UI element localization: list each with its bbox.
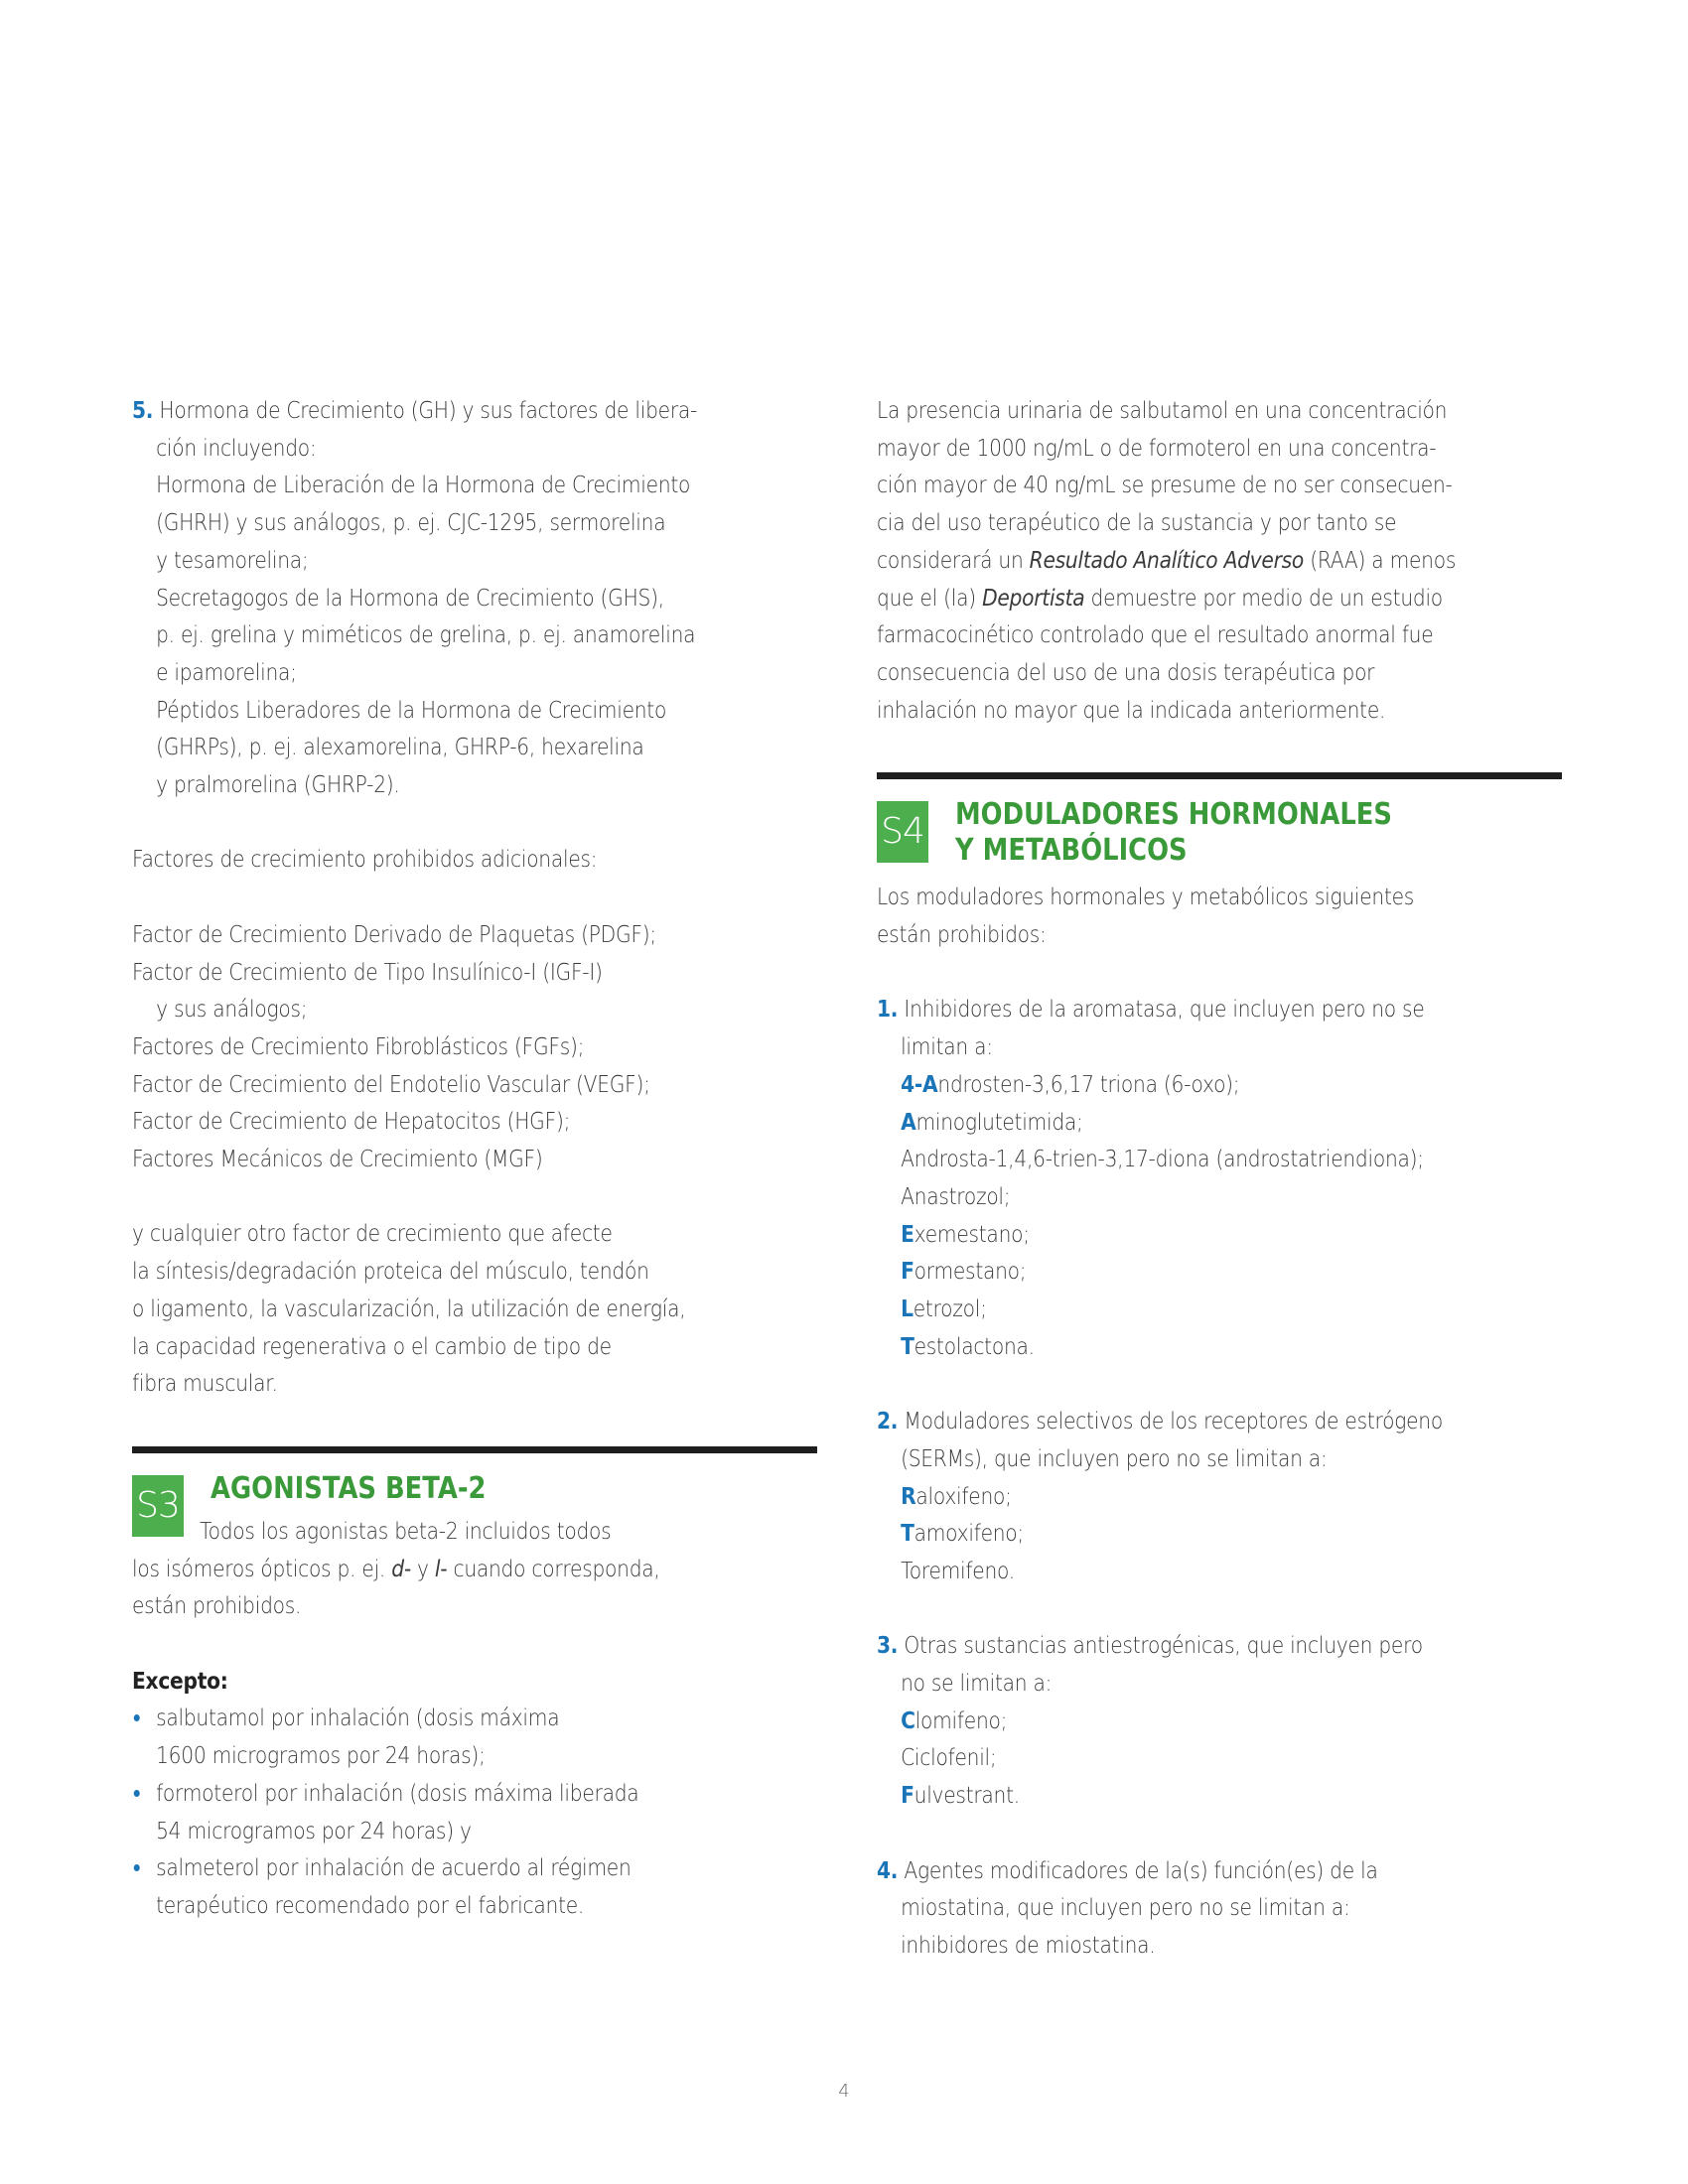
substance (877, 1739, 1466, 1777)
section-badge: S3 (132, 1475, 184, 1537)
text-line: y pralmorelina (GHRP-2). (156, 770, 400, 799)
s4-item-3 (877, 1627, 1562, 1815)
factor-item: Factores de Crecimiento Fibroblásticos (FGFs); (132, 1031, 585, 1060)
text-line: (GHRPs), p. ej. alexamorelina, GHRP-6, hexarelina (156, 733, 644, 761)
item-number: 3. (877, 1631, 899, 1660)
substance (877, 1515, 1466, 1553)
exception-item: salbutamol por inhalación (dosis máxima (132, 1700, 721, 1737)
text-span: Agentes modificadores de la(s) función(es) de la (904, 1855, 1378, 1884)
text-line: ción mayor de 40 ng/mL se presume de no ser consecuen- (877, 471, 1453, 499)
text-span: Ciclofenil; (901, 1743, 997, 1772)
s4-item-2 (877, 1403, 1562, 1590)
text-span: A (901, 1107, 916, 1136)
text-span: l- (434, 1554, 448, 1582)
exceptions-list (132, 1700, 817, 1924)
text-span: etrozol; (913, 1295, 987, 1323)
except-label: Excepto: (132, 1666, 228, 1695)
text-span: minoglutetimida; (915, 1107, 1083, 1136)
text-line: La presencia urinaria de salbutamol en una concentración (877, 396, 1448, 424)
text-line: fibra muscular. (132, 1369, 278, 1398)
text-span: Resultado Analítico Adverso (1029, 545, 1305, 574)
s4-item-4 (877, 1852, 1562, 1965)
text-line: e ipamorelina; (156, 657, 297, 686)
text-span: Moduladores selectivos de los receptores de estrógeno (904, 1407, 1443, 1435)
closing-paragraph (132, 1215, 817, 1403)
text-span: aloxifeno; (915, 1481, 1012, 1510)
text-line: están prohibidos: (877, 920, 1047, 949)
text-span: F (901, 1781, 914, 1810)
substance (877, 1553, 1466, 1590)
text-span: amoxifeno; (914, 1519, 1024, 1548)
text-span: Inhibidores de la aromatasa, que incluyen pero no se (904, 995, 1425, 1024)
text-span: 4-A (901, 1069, 938, 1098)
text-line: limitan a: (901, 1032, 993, 1061)
factor-item: Factor de Crecimiento Derivado de Plaquetas (PDGF); (132, 919, 656, 948)
s4-item-1 (877, 991, 1562, 1365)
factor-item: Factores Mecánicos de Crecimiento (MGF) (132, 1145, 543, 1173)
salbutamol-paragraph (877, 392, 1562, 729)
text-line (132, 1551, 721, 1588)
text-span: considerará un (877, 545, 1030, 574)
text-line: inhalación no mayor que la indicada anteriormente. (877, 695, 1386, 724)
substance (877, 1253, 1466, 1291)
section-divider (132, 1446, 817, 1453)
factors-intro: Factores de crecimiento prohibidos adicionales: (132, 845, 598, 874)
item-number: 4. (877, 1855, 899, 1884)
item-number: 1. (877, 995, 899, 1024)
text-line: Péptidos Liberadores de la Hormona de Crecimiento (156, 695, 667, 724)
text-line: están prohibidos. (132, 1591, 302, 1620)
substance (877, 1066, 1466, 1104)
text-span: ulvestrant. (914, 1781, 1020, 1810)
text-line: miostatina, que incluyen pero no se limitan a: (901, 1893, 1350, 1922)
text-span: que el (la) (877, 583, 983, 612)
text-span: Otras sustancias antiestrogénicas, que incluyen pero (904, 1631, 1423, 1660)
exception-item: formoterol por inhalación (dosis máxima liberada (132, 1775, 721, 1813)
text-line: la síntesis/degradación proteica del músculo, tendón (132, 1257, 649, 1286)
substance (877, 1328, 1466, 1366)
text-span: d- (391, 1554, 411, 1582)
text-line: Todos los agonistas beta-2 incluidos todos (199, 1516, 612, 1545)
item-5 (132, 392, 817, 804)
section-title: MODULADORES HORMONALES Y METABÓLICOS (955, 797, 1392, 869)
text-line: 54 microgramos por 24 horas) y (156, 1816, 472, 1844)
text-line (877, 542, 1466, 580)
text-span: T (901, 1331, 914, 1360)
substance (877, 1478, 1466, 1516)
text-span: C (901, 1706, 915, 1734)
text-line: Hormona de Crecimiento (GH) y sus factores de libera- (159, 396, 698, 424)
text-span: y (410, 1554, 435, 1582)
text-line: farmacocinético controlado que el resultado anormal fue (877, 620, 1434, 649)
text-line: inhibidores de miostatina. (901, 1930, 1156, 1959)
text-span: ormestano; (914, 1257, 1027, 1286)
text-line: (GHRH) y sus análogos, p. ej. CJC-1295, sermorelina (156, 508, 666, 537)
text-span: ndrosten-3,6,17 triona (6-oxo); (937, 1069, 1240, 1098)
item-number: 5. (132, 396, 154, 424)
text-line: cia del uso terapéutico de la sustancia y por tanto se (877, 508, 1397, 537)
text-line: mayor de 1000 ng/mL o de formoterol en una concentra- (877, 433, 1437, 462)
text-span: L (901, 1295, 914, 1323)
substance (877, 1291, 1466, 1328)
factor-item: Factor de Crecimiento de Tipo Insulínico-I (IGF-I) (132, 957, 603, 986)
left-column (132, 392, 817, 1925)
text-line: Secretagogos de la Hormona de Crecimiento (GHS), (156, 583, 664, 612)
text-line: terapéutico recomendado por el fabricante. (156, 1890, 585, 1919)
item-number: 2. (877, 1407, 899, 1435)
text-span: estolactona. (914, 1331, 1035, 1360)
section-divider (877, 772, 1562, 779)
text-span: Deportista (982, 583, 1085, 612)
text-span: F (901, 1257, 914, 1286)
text-line: (SERMs), que incluyen pero no se limitan a: (901, 1443, 1328, 1472)
text-line: 1600 microgramos por 24 horas); (156, 1741, 486, 1770)
substance (877, 1178, 1466, 1216)
text-span: R (901, 1481, 916, 1510)
text-span: Androsta-1,4,6-trien-3,17-diona (androstatriendiona); (901, 1145, 1424, 1173)
text-line: no se limitan a: (901, 1669, 1053, 1698)
section-s4 (877, 797, 1562, 1964)
text-line: ción incluyendo: (156, 433, 317, 462)
substance (877, 1777, 1466, 1815)
text-span: E (901, 1219, 914, 1248)
factors-list (132, 916, 817, 1178)
page-number: 4 (838, 2081, 850, 2102)
section-title: AGONISTAS BETA-2 (211, 1470, 487, 1506)
exception-item: salmeterol por inhalación de acuerdo al régimen (132, 1849, 721, 1887)
text-line: y cualquier otro factor de crecimiento que afecte (132, 1219, 613, 1248)
text-line: p. ej. grelina y miméticos de grelina, p. ej. anamorelina (156, 620, 696, 649)
substance (877, 1703, 1466, 1740)
text-span: lomifeno; (914, 1706, 1008, 1734)
text-span: Anastrozol; (901, 1181, 1011, 1210)
substance (877, 1141, 1466, 1178)
substance (877, 1104, 1466, 1142)
text-span: los isómeros ópticos p. ej. (132, 1554, 392, 1582)
text-span: (RAA) a menos (1304, 545, 1457, 574)
factor-item: Factor de Crecimiento del Endotelio Vascular (VEGF); (132, 1069, 650, 1098)
section-badge: S4 (877, 801, 928, 863)
text-span: T (901, 1519, 914, 1548)
text-span: demuestre por medio de un estudio (1084, 583, 1443, 612)
text-span: Toremifeno. (901, 1556, 1015, 1584)
text-span: cuando corresponda, (447, 1554, 660, 1582)
right-column (877, 392, 1562, 1965)
text-line: la capacidad regenerativa o el cambio de tipo de (132, 1331, 612, 1360)
factor-item: Factor de Crecimiento de Hepatocitos (HGF); (132, 1107, 571, 1136)
text-line: Los moduladores hormonales y metabólicos siguientes (877, 883, 1415, 911)
text-line: Hormona de Liberación de la Hormona de Crecimiento (156, 471, 691, 499)
text-line: consecuencia del uso de una dosis terapéutica por (877, 657, 1375, 686)
factor-item: y sus análogos; (156, 995, 308, 1024)
section-s3 (132, 1470, 817, 1925)
text-span: xemestano; (914, 1219, 1030, 1248)
text-line: o ligamento, la vascularización, la utilización de energía, (132, 1294, 686, 1322)
substance (877, 1216, 1466, 1254)
text-line (877, 580, 1466, 617)
text-line: y tesamorelina; (156, 545, 309, 574)
